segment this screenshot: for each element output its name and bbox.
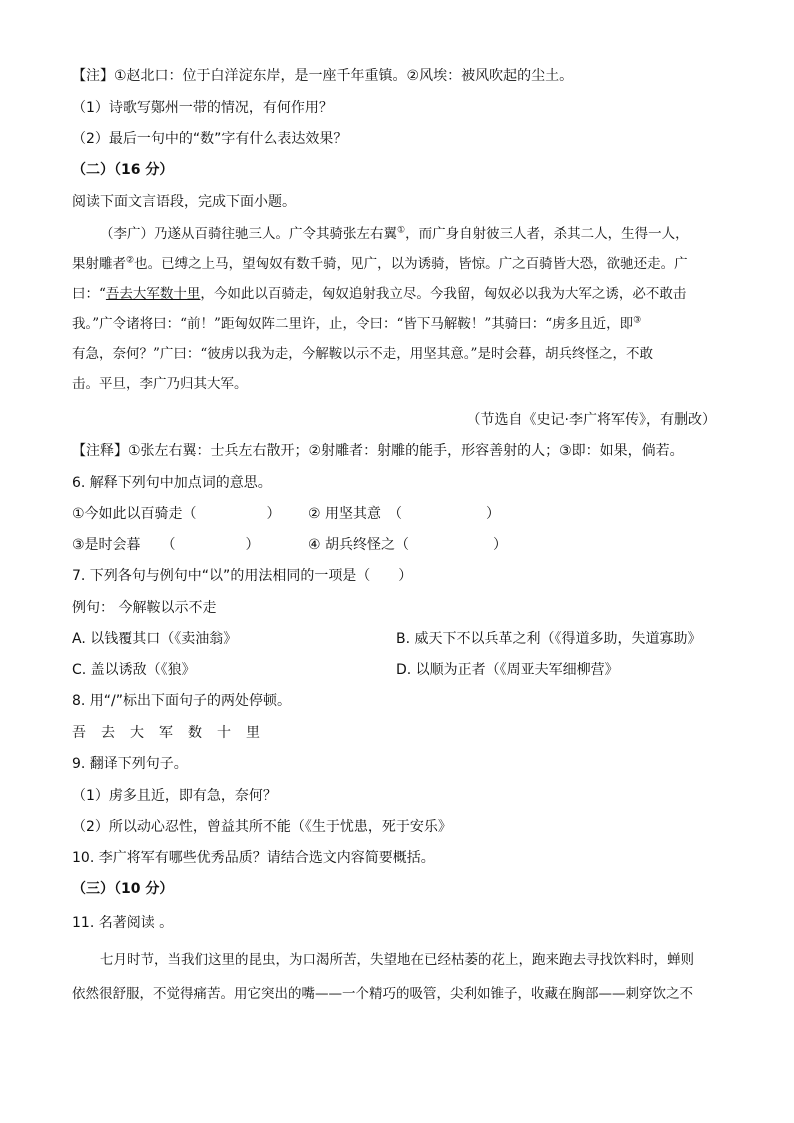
option-d[interactable]: D. 以顺为正者（《周亚夫军细柳营》 [396, 662, 619, 678]
passage-text: ，而广身自射彼三人者，杀其二人，生得一人， [405, 226, 689, 242]
question-6-row-2 [72, 535, 508, 555]
passage-line-2 [72, 254, 688, 274]
section-2-instructions: 阅读下面文言语段，完成下面小题。 [72, 194, 296, 210]
question-6-title: 6. 解释下列句中加点词的意思。 [72, 475, 272, 491]
question-9-item-2: （2）所以动心忍性，曾益其所不能（《生于忧患，死于安乐》 [72, 819, 452, 835]
question-7-example: 例句： 今解鞍以示不走 [72, 600, 217, 616]
passage-line-1 [100, 224, 689, 244]
option-c[interactable]: C. 盖以诱敌（《狼》 [72, 662, 196, 678]
question-8-sentence [72, 723, 275, 743]
section-3-heading: （三）（10 分） [72, 881, 174, 897]
footnote-marker: ① [397, 225, 406, 236]
option-b[interactable]: B. 威天下不以兵革之利（《得道多助，失道寡助》 [396, 631, 702, 647]
poem-question-1: （1）诗歌写鄚州一带的情况，有何作用？ [72, 100, 333, 116]
poem-question-2: （2）最后一句中的“数”字有什么表达效果？ [72, 131, 348, 147]
passage-line-5: 有急，奈何？”广曰：“彼虏以我为走，今解鞍以示不走，用坚其意。”是时会暮，胡兵终怪之，不敢 [72, 346, 653, 362]
passage-line-6: 击。平旦，李广乃归其大军。 [72, 376, 248, 392]
passage-text: 也。已缚之上马，望匈奴有数千骑，见广，以为诱骑，皆惊。广之百骑皆大恐，欲驰还走。广 [134, 256, 688, 272]
question-11-title: 11. 名著阅读 。 [72, 915, 174, 931]
passage-text: 我。”广令诸将曰：“前！”距匈奴阵二里许，止，令曰：“皆下马解鞍！”其骑曰：“虏多且近，即 [72, 316, 634, 332]
reading-line-1: 七月时节，当我们这里的昆虫，为口渴所苦，失望地在已经枯萎的花上，跑来跑去寻找饮料时，蝉则 [100, 952, 694, 968]
question-9-item-1: （1）虏多且近，即有急，奈何？ [72, 788, 277, 804]
question-6-item-1: ①今如此以百骑走（ ） [72, 506, 281, 522]
section-2-heading: （二）（16 分） [72, 162, 174, 178]
sentence-char: 吾 [72, 725, 86, 741]
footnote-marker: ② [126, 255, 135, 266]
question-6-item-2: ② 用坚其意 （ ） [308, 506, 501, 522]
poem-note: 【注】①赵北口：位于白洋淀东岸，是一座千年重镇。②风埃：被风吹起的尘土。 [72, 68, 574, 84]
option-a[interactable]: A. 以钱覆其口（《卖油翁》 [72, 631, 238, 647]
question-6-item-4: ④ 胡兵终怪之（ ） [308, 537, 508, 553]
sentence-char: 去 [101, 725, 115, 741]
sentence-char: 军 [159, 725, 173, 741]
passage-annotation: 【注释】①张左右翼：士兵左右散开；②射雕者：射雕的能手，形容善射的人；③即：如果，倘若。 [72, 443, 684, 459]
question-8-title: 8. 用“/”标出下面句子的两处停顿。 [72, 693, 292, 709]
reading-line-2: 依然很舒服，不觉得痛苦。用它突出的嘴——一个精巧的吸管，尖利如锥子，收藏在胸部——刺穿饮之不 [72, 986, 693, 1002]
passage-text: 曰：“ [72, 286, 106, 302]
sentence-char: 里 [246, 725, 260, 741]
footnote-marker: ③ [633, 315, 642, 326]
question-7-row-1 [72, 629, 702, 649]
question-10: 10. 李广将军有哪些优秀品质？请结合选文内容简要概括。 [72, 850, 435, 866]
question-7-title: 7. 下列各句与例句中“以”的用法相同的一项是（ ） [72, 568, 413, 584]
passage-line-4 [72, 314, 641, 334]
question-9-title: 9. 翻译下列句子。 [72, 756, 188, 772]
underlined-sentence: 吾去大军数十里 [105, 286, 201, 302]
passage-text: （李广）乃遂从百骑往驰三人。广令其骑张左右翼 [100, 226, 397, 242]
sentence-char: 十 [217, 725, 231, 741]
sentence-char: 大 [130, 725, 144, 741]
question-7-row-2 [72, 660, 619, 680]
passage-text: 果射雕者 [72, 256, 126, 272]
sentence-char: 数 [188, 725, 202, 741]
passage-line-3 [72, 284, 686, 304]
passage-source: （节选自《史记·李广将军传》，有删改） [466, 412, 716, 428]
question-6-item-3: ③是时会暮 （ ） [72, 537, 260, 553]
question-6-row-1 [72, 504, 501, 524]
passage-text: ，今如此以百骑走，匈奴追射我立尽。今我留，匈奴必以我为大军之诱，必不敢击 [200, 286, 687, 302]
